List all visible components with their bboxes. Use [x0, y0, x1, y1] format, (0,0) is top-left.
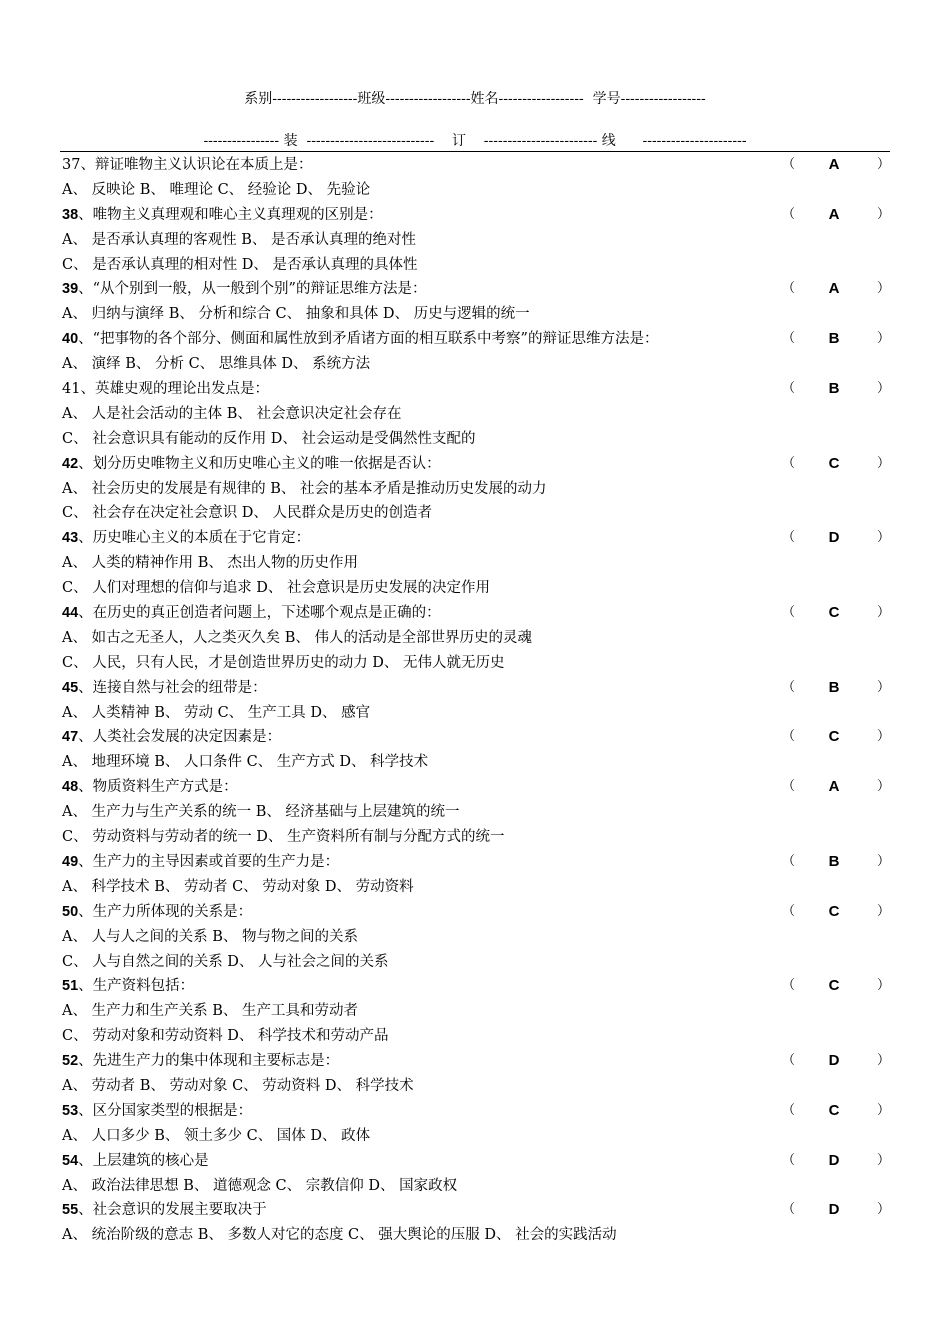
- answer-box: [782, 1149, 890, 1174]
- answer-letter: C: [828, 604, 840, 622]
- answer-box: [782, 850, 890, 875]
- answer-options: A、 是否承认真理的客观性 B、 是否承认真理的绝对性: [62, 231, 416, 248]
- answer-box: [782, 725, 890, 750]
- answer-paren-right: ）: [876, 1102, 890, 1118]
- answer-options: A、 社会历史的发展是有规律的 B、 社会的基本矛盾是推动历史发展的动力: [62, 480, 547, 497]
- answer-letter: C: [828, 977, 840, 995]
- answer-letter: C: [828, 1101, 840, 1119]
- answer-box: [782, 900, 890, 925]
- question-stem: [62, 1099, 892, 1124]
- answer-options: A、 科学技术 B、 劳动者 C、 劳动对象 D、 劳动资料: [62, 878, 414, 895]
- answer-options: C、 社会存在决定社会意识 D、 人民群众是历史的创造者: [62, 505, 433, 522]
- answer-box: [782, 526, 890, 551]
- answer-letter: B: [828, 852, 840, 870]
- answer-paren-right: ）: [876, 206, 890, 222]
- answer-box: [782, 601, 890, 626]
- answer-options: A、 人与人之间的关系 B、 物与物之间的关系: [62, 928, 358, 945]
- answer-paren-left: （: [782, 978, 796, 994]
- question-number: 39: [62, 281, 79, 298]
- answer-letter: D: [828, 1052, 840, 1070]
- answer-options: C、 社会意识具有能动的反作用 D、 社会运动是受偶然性支配的: [62, 430, 476, 447]
- question-number: 44: [62, 605, 79, 622]
- answer-paren-left: （: [782, 455, 796, 471]
- answer-letter: D: [828, 529, 840, 547]
- question-stem: [62, 1198, 892, 1223]
- answer-letter: C: [828, 902, 840, 920]
- question-stem: [62, 1049, 892, 1074]
- answer-options: A、 地理环境 B、 人口条件 C、 生产方式 D、 科学技术: [62, 754, 429, 771]
- question-number: 43: [62, 530, 79, 547]
- question-number: 51: [62, 978, 79, 995]
- answer-paren-right: ）: [876, 978, 890, 994]
- question-number: 37: [62, 157, 81, 173]
- answer-paren-left: （: [782, 679, 796, 695]
- question-stem: [62, 900, 892, 925]
- question-stem: [62, 1149, 892, 1174]
- answer-box: [782, 277, 890, 302]
- answer-box: [782, 974, 890, 999]
- question-stem: [62, 974, 892, 999]
- answer-options: A、 人类精神 B、 劳动 C、 生产工具 D、 感官: [62, 704, 371, 721]
- question-number: 49: [62, 853, 79, 870]
- answer-box: [782, 1049, 890, 1074]
- answer-options: C、 劳动资料与劳动者的统一 D、 生产资料所有制与分配方式的统一: [62, 829, 505, 846]
- question-text: 、人类社会发展的决定因素是：: [78, 729, 282, 746]
- question-number: 54: [62, 1152, 79, 1169]
- question-text: 、生产力所体现的关系是：: [78, 903, 253, 920]
- answer-box: [782, 1099, 890, 1124]
- question-number: 53: [62, 1102, 79, 1119]
- answer-options: C、 劳动对象和劳动资料 D、 科学技术和劳动产品: [62, 1028, 389, 1045]
- answer-options: C、 人民，只有人民，才是创造世界历史的动力 D、 无伟人就无历史: [62, 654, 505, 671]
- answer-paren-left: （: [782, 157, 796, 172]
- answer-box: [782, 1198, 890, 1223]
- answer-options: A、 演绎 B、 分析 C、 思维具体 D、 系统方法: [62, 356, 371, 373]
- question-stem: [62, 775, 892, 800]
- answer-paren-left: （: [782, 1152, 796, 1168]
- answer-options: A、 统治阶级的意志 B、 多数人对它的态度 C、 强大舆论的压服 D、 社会的实践活动: [62, 1227, 617, 1244]
- answer-letter: C: [828, 728, 840, 746]
- answer-options: A、 人类的精神作用 B、 杰出人物的历史作用: [62, 555, 358, 572]
- question-text: 、物质资料生产方式是：: [78, 779, 238, 796]
- question-text: 、“把事物的各个部分、侧面和属性放到矛盾诸方面的相互联系中考察”的辩证思维方法是：: [78, 331, 659, 348]
- answer-paren-right: ）: [876, 679, 890, 695]
- answer-paren-left: （: [782, 853, 796, 869]
- answer-paren-left: （: [782, 1053, 796, 1069]
- question-text: 、区分国家类型的根据是：: [78, 1102, 253, 1119]
- answer-paren-right: ）: [876, 1053, 890, 1069]
- question-text: 、上层建筑的核心是: [78, 1152, 209, 1169]
- answer-box: [782, 327, 890, 352]
- answer-paren-right: ）: [876, 530, 890, 546]
- question-text: 、生产力的主导因素或首要的生产力是：: [78, 853, 340, 870]
- answer-paren-right: ）: [876, 331, 890, 347]
- answer-paren-left: （: [782, 729, 796, 745]
- question-number: 41: [62, 381, 81, 398]
- question-number: 48: [62, 779, 79, 796]
- question-text: 、历史唯心主义的本质在于它肯定：: [78, 530, 311, 547]
- answer-box: [782, 775, 890, 800]
- header-divider: [60, 151, 890, 152]
- answer-paren-left: （: [782, 281, 796, 297]
- question-text: 、在历史的真正创造者问题上，下述哪个观点是正确的：: [78, 605, 441, 622]
- answer-letter: B: [828, 380, 840, 398]
- binding-line: ---------------- 装 --------------------------- 订 ------------------------ 线 ----------------------: [203, 133, 747, 149]
- answer-paren-right: ）: [876, 853, 890, 869]
- question-number: 38: [62, 206, 79, 223]
- answer-options: A、 归纳与演绎 B、 分析和综合 C、 抽象和具体 D、 历史与逻辑的统一: [62, 306, 530, 323]
- answer-paren-right: ）: [876, 729, 890, 745]
- question-list: [62, 153, 892, 1248]
- answer-paren-left: （: [782, 1202, 796, 1218]
- answer-paren-left: （: [782, 779, 796, 795]
- answer-paren-left: （: [782, 381, 796, 397]
- answer-letter: A: [828, 156, 840, 173]
- answer-paren-right: ）: [876, 281, 890, 297]
- question-text: 、连接自然与社会的纽带是：: [78, 679, 267, 696]
- answer-options: C、 人与自然之间的关系 D、 人与社会之间的关系: [62, 953, 389, 970]
- question-number: 47: [62, 729, 79, 746]
- question-stem: [62, 377, 892, 402]
- question-stem: [62, 725, 892, 750]
- question-number: 55: [62, 1202, 79, 1219]
- answer-paren-right: ）: [876, 1202, 890, 1218]
- answer-letter: B: [828, 678, 840, 696]
- question-stem: [62, 327, 892, 352]
- answer-options: A、 如古之无圣人，人之类灭久矣 B、 伟人的活动是全部世界历史的灵魂: [62, 629, 532, 646]
- answer-letter: B: [828, 330, 840, 348]
- question-stem: [62, 153, 892, 178]
- answer-letter: A: [828, 778, 840, 796]
- answer-paren-right: ）: [876, 157, 890, 172]
- question-text: 、社会意识的发展主要取决于: [78, 1202, 267, 1219]
- question-text: 、英雄史观的理论出发点是：: [80, 381, 269, 398]
- answer-letter: D: [828, 1151, 840, 1169]
- answer-options: C、 人们对理想的信仰与追求 D、 社会意识是历史发展的决定作用: [62, 580, 491, 597]
- answer-paren-right: ）: [876, 605, 890, 621]
- question-stem: [62, 277, 892, 302]
- answer-letter: C: [828, 454, 840, 472]
- answer-letter: D: [828, 1201, 840, 1219]
- answer-box: [782, 203, 890, 228]
- answer-paren-right: ）: [876, 381, 890, 397]
- answer-box: [782, 377, 890, 402]
- answer-letter: A: [828, 205, 840, 223]
- question-stem: [62, 601, 892, 626]
- answer-paren-left: （: [782, 331, 796, 347]
- answer-paren-right: ）: [876, 455, 890, 471]
- question-stem: [62, 850, 892, 875]
- answer-options: A、 人口多少 B、 领土多少 C、 国体 D、 政体: [62, 1127, 371, 1144]
- question-number: 52: [62, 1053, 79, 1070]
- answer-options: A、 劳动者 B、 劳动对象 C、 劳动资料 D、 科学技术: [62, 1077, 414, 1094]
- question-text: 、辩证唯物主义认识论在本质上是：: [80, 157, 313, 173]
- answer-options: A、 人是社会活动的主体 B、 社会意识决定社会存在: [62, 405, 402, 422]
- question-text: 、“从个别到一般，从一般到个别”的辩证思维方法是：: [78, 281, 427, 298]
- question-stem: [62, 526, 892, 551]
- question-stem: [62, 452, 892, 477]
- answer-letter: A: [828, 280, 840, 298]
- question-number: 42: [62, 455, 79, 472]
- answer-options: A、 政治法律思想 B、 道德观念 C、 宗教信仰 D、 国家政权: [62, 1177, 458, 1194]
- question-number: 45: [62, 679, 79, 696]
- answer-paren-right: ）: [876, 1152, 890, 1168]
- question-number: 40: [62, 331, 79, 348]
- question-stem: [62, 203, 892, 228]
- answer-paren-left: （: [782, 903, 796, 919]
- question-stem: [62, 676, 892, 701]
- answer-options: A、 生产力与生产关系的统一 B、 经济基础与上层建筑的统一: [62, 804, 460, 821]
- answer-options: A、 生产力和生产关系 B、 生产工具和劳动者: [62, 1003, 358, 1020]
- answer-options: C、 是否承认真理的相对性 D、 是否承认真理的具体性: [62, 256, 418, 273]
- answer-options: A、 反映论 B、 唯理论 C、 经验论 D、 先验论: [62, 181, 371, 198]
- answer-box: [782, 676, 890, 701]
- question-text: 、划分历史唯物主义和历史唯心主义的唯一依据是否认：: [78, 455, 441, 472]
- question-number: 50: [62, 903, 79, 920]
- student-info-header: 系别------------------班级------------------姓名------------------ 学号------------------: [244, 91, 706, 107]
- question-text: 、唯物主义真理观和唯心主义真理观的区别是：: [78, 206, 383, 223]
- answer-paren-left: （: [782, 605, 796, 621]
- answer-paren-left: （: [782, 1102, 796, 1118]
- answer-box: [782, 153, 890, 178]
- question-text: 、先进生产力的集中体现和主要标志是：: [78, 1053, 340, 1070]
- answer-paren-left: （: [782, 530, 796, 546]
- question-text: 、生产资料包括：: [78, 978, 195, 995]
- answer-paren-right: ）: [876, 779, 890, 795]
- answer-paren-right: ）: [876, 903, 890, 919]
- answer-box: [782, 452, 890, 477]
- answer-paren-left: （: [782, 206, 796, 222]
